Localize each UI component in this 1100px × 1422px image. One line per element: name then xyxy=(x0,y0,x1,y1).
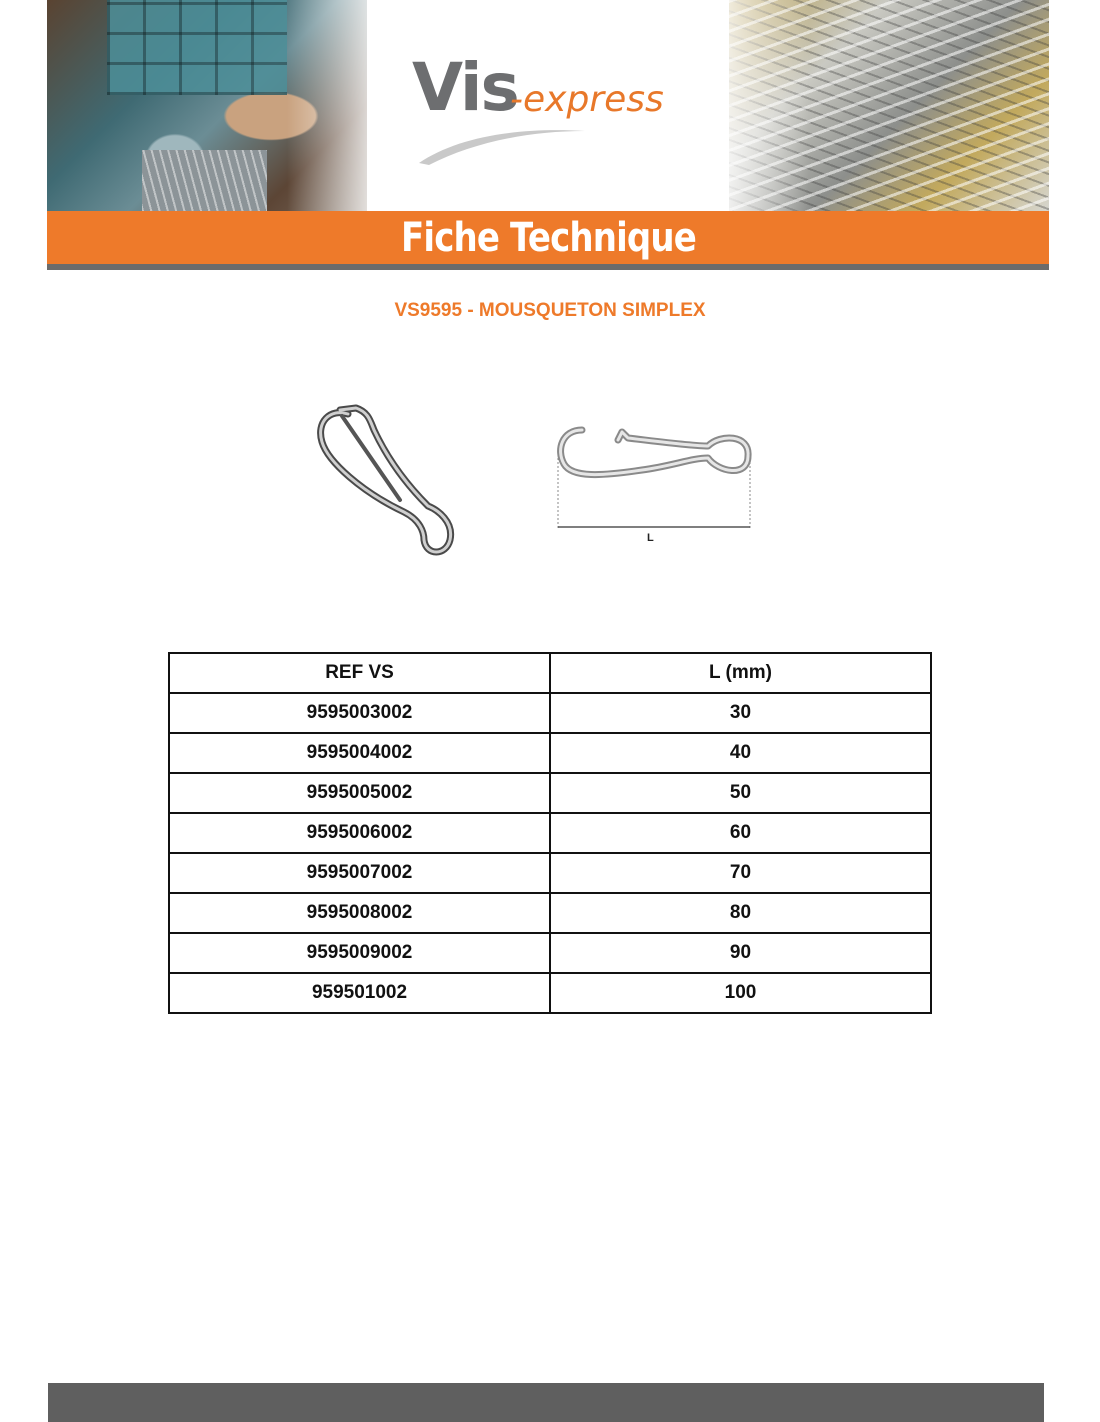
table-row xyxy=(169,973,931,1013)
table-row xyxy=(169,733,931,773)
cell-length: 40 xyxy=(550,733,931,773)
cell-ref: 959501002 xyxy=(169,973,550,1013)
cell-length: 80 xyxy=(550,893,931,933)
cell-length: 100 xyxy=(550,973,931,1013)
column-header-length: L (mm) xyxy=(550,653,931,693)
table-row xyxy=(169,893,931,933)
banner-divider xyxy=(47,264,1049,270)
snap-hook-photo xyxy=(312,400,462,556)
cell-ref: 9595007002 xyxy=(169,853,550,893)
cell-ref: 9595009002 xyxy=(169,933,550,973)
toolbox-image xyxy=(107,0,287,95)
cell-length: 60 xyxy=(550,813,931,853)
cell-ref: 9595004002 xyxy=(169,733,550,773)
cell-ref: 9595008002 xyxy=(169,893,550,933)
header-banner xyxy=(47,0,1049,270)
cell-length: 90 xyxy=(550,933,931,973)
table-row xyxy=(169,773,931,813)
logo-main-text: Vis xyxy=(412,49,518,126)
dimension-label: L xyxy=(647,532,654,544)
product-title: VS9595 - MOUSQUETON SIMPLEX xyxy=(394,300,706,321)
cell-ref: 9595005002 xyxy=(169,773,550,813)
spec-table xyxy=(168,652,932,1014)
banner-title: Fiche Technique xyxy=(400,214,696,261)
table-row xyxy=(169,813,931,853)
column-header-ref: REF VS xyxy=(169,653,550,693)
screws-photo xyxy=(729,0,1049,211)
screw-tray-image xyxy=(142,150,267,211)
footer-bar xyxy=(48,1383,1044,1422)
cell-length: 50 xyxy=(550,773,931,813)
cell-length: 70 xyxy=(550,853,931,893)
workshop-photo xyxy=(47,0,367,211)
fiche-technique-banner xyxy=(47,211,1049,264)
logo-sub-text: -express xyxy=(510,79,664,120)
cell-ref: 9595006002 xyxy=(169,813,550,853)
logo-swoosh-icon xyxy=(417,123,587,165)
cell-ref: 9595003002 xyxy=(169,693,550,733)
cell-length: 30 xyxy=(550,693,931,733)
table-row xyxy=(169,933,931,973)
table-header-row xyxy=(169,653,931,693)
table-row xyxy=(169,693,931,733)
vis-express-logo xyxy=(412,49,712,165)
snap-hook-dimension-diagram xyxy=(552,420,758,552)
table-row xyxy=(169,853,931,893)
